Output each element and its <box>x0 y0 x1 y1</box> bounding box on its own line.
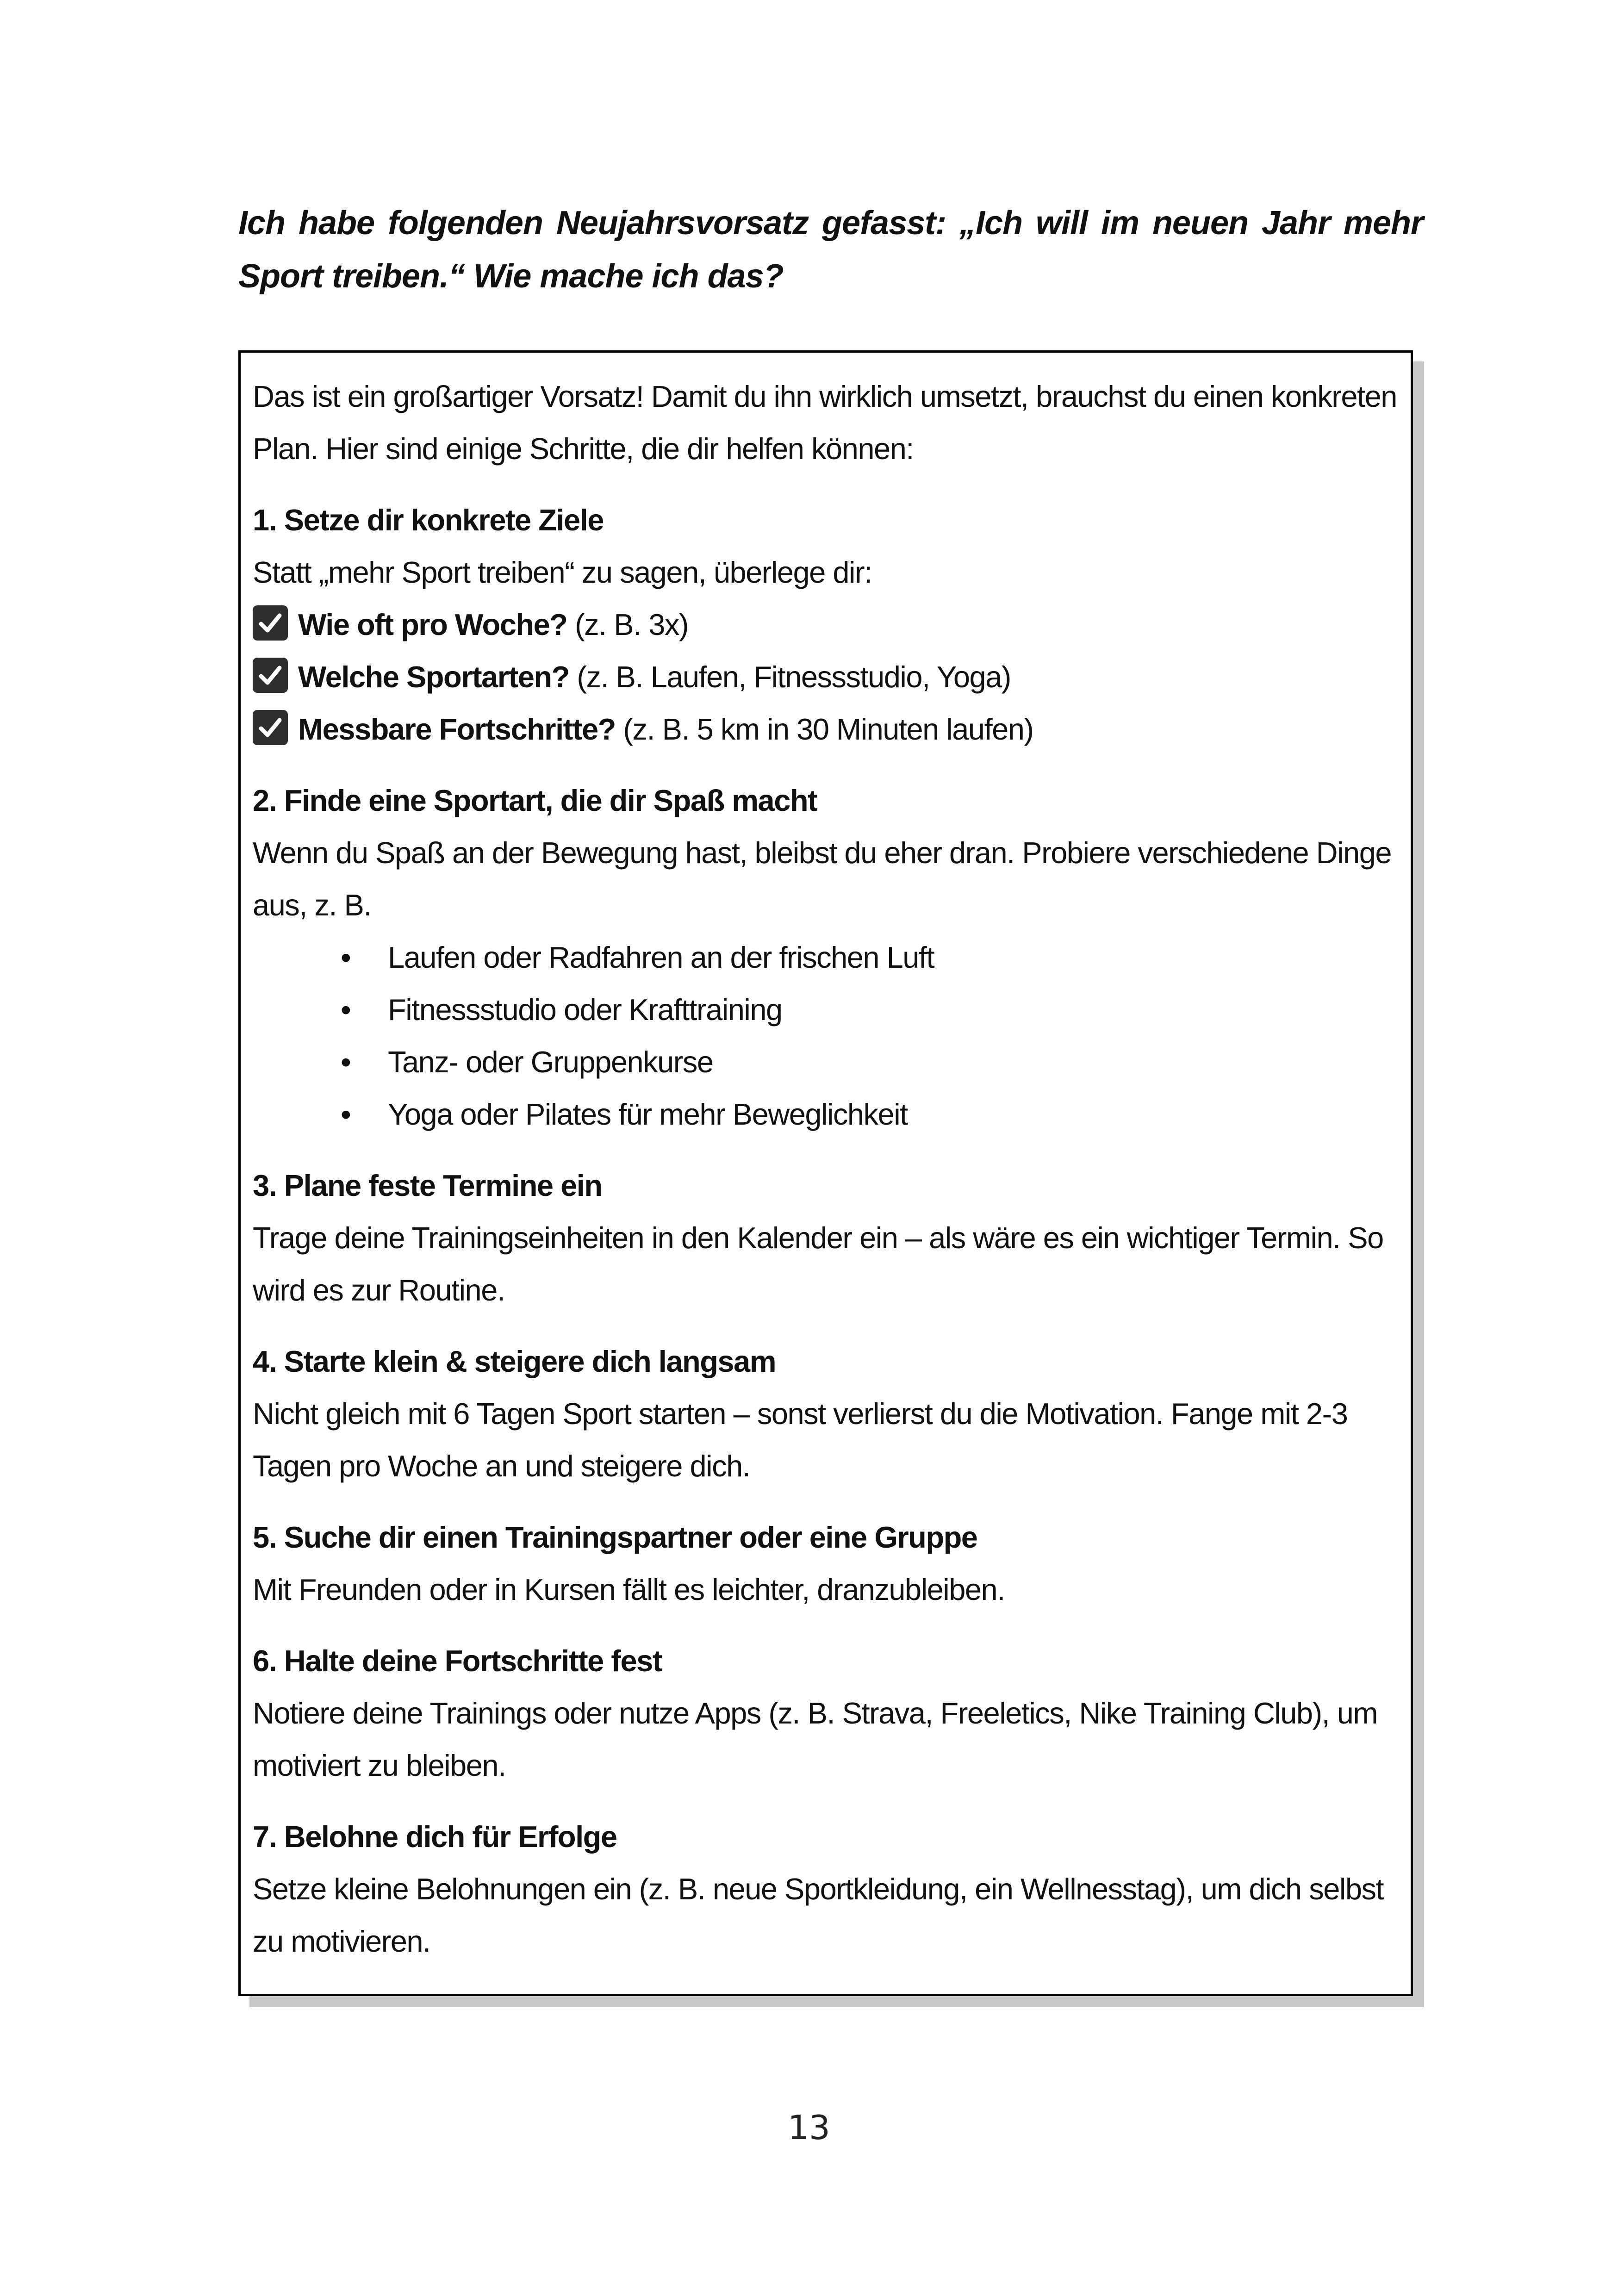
bullet-icon: • <box>341 993 351 1027</box>
check-mark-box-icon <box>253 605 288 641</box>
list-item <box>253 1036 1400 1088</box>
list-item-text: Tanz- oder Gruppenkurse <box>388 1045 713 1079</box>
section-heading: 6. Halte deine Fortschritte fest <box>253 1644 662 1678</box>
list-item-text: Laufen oder Radfahren an der frischen Luft <box>388 940 934 974</box>
checklist-item-rest: (z. B. 3x) <box>567 608 689 641</box>
checklist-item-bold: Wie oft pro Woche? <box>298 608 567 641</box>
list-item <box>253 983 1400 1036</box>
check-mark-box-icon <box>253 658 288 693</box>
section-heading: 5. Suche dir einen Trainingspartner oder eine Gruppe <box>253 1520 977 1554</box>
checklist-item-bold: Messbare Fortschritte? <box>298 712 616 746</box>
checklist-item-rest: (z. B. 5 km in 30 Minuten laufen) <box>615 712 1033 746</box>
bullet-icon: • <box>341 1045 351 1079</box>
section-heading: 7. Belohne dich für Erfolge <box>253 1820 617 1854</box>
answer-intro: Das ist ein großartiger Vorsatz! Damit du ihn wirklich umsetzt, brauchst du einen konkreten Plan. Hier sind einige Schritte, die dir helfen können: <box>253 380 1397 466</box>
section-3 <box>253 1159 1400 1316</box>
checklist-item-bold: Welche Sportarten? <box>298 660 569 694</box>
list-item-text: Fitnessstudio oder Krafttraining <box>388 993 782 1027</box>
section-text: Setze kleine Belohnungen ein (z. B. neue Sportkleidung, ein Wellnesstag), um dich selbst zu motivieren. <box>253 1872 1384 1958</box>
section-4 <box>253 1335 1400 1492</box>
check-mark-box-icon <box>253 710 288 745</box>
section-heading: 1. Setze dir konkrete Ziele <box>253 503 604 537</box>
section-heading: 4. Starte klein & steigere dich langsam <box>253 1344 776 1378</box>
checklist-item <box>253 651 1400 703</box>
bullet-list <box>253 931 1400 1140</box>
page-number: 13 <box>788 2108 830 2147</box>
bullet-icon: • <box>341 940 351 974</box>
checklist-item-rest: (z. B. Laufen, Fitnessstudio, Yoga) <box>569 660 1011 694</box>
section-text: Trage deine Trainingseinheiten in den Kalender ein – als wäre es ein wichtiger Termin. So wird es zur Routine. <box>253 1221 1383 1307</box>
section-heading: 3. Plane feste Termine ein <box>253 1169 602 1202</box>
answer-box <box>238 350 1413 1996</box>
section-2 <box>253 774 1400 1140</box>
section-1 <box>253 494 1400 755</box>
section-7 <box>253 1811 1400 1967</box>
section-text: Mit Freunden oder in Kursen fällt es leichter, dranzubleiben. <box>253 1573 1005 1606</box>
section-text: Wenn du Spaß an der Bewegung hast, bleibst du eher dran. Probiere verschiedene Dinge aus, z. B. <box>253 836 1392 922</box>
checklist-item <box>253 703 1400 755</box>
list-item <box>253 931 1400 983</box>
section-6 <box>253 1635 1400 1792</box>
section-text: Statt „mehr Sport treiben“ zu sagen, überlege dir: <box>253 555 872 589</box>
bullet-icon: • <box>341 1097 351 1131</box>
section-5 <box>253 1511 1400 1616</box>
section-text: Notiere deine Trainings oder nutze Apps (z. B. Strava, Freeletics, Nike Training Club), um motiviert zu bleiben. <box>253 1696 1378 1782</box>
question-heading: Ich habe folgenden Neujahrsvorsatz gefasst: „Ich will im neuen Jahr mehr Sport treiben.“ Wie mache ich das? <box>238 205 1423 295</box>
list-item-text: Yoga oder Pilates für mehr Beweglichkeit <box>388 1097 908 1131</box>
section-heading: 2. Finde eine Sportart, die dir Spaß macht <box>253 784 817 817</box>
list-item <box>253 1088 1400 1140</box>
checklist-item <box>253 598 1400 651</box>
section-text: Nicht gleich mit 6 Tagen Sport starten – sonst verlierst du die Motivation. Fange mit 2-3 Tagen pro Woche an und steigere dich. <box>253 1397 1348 1483</box>
